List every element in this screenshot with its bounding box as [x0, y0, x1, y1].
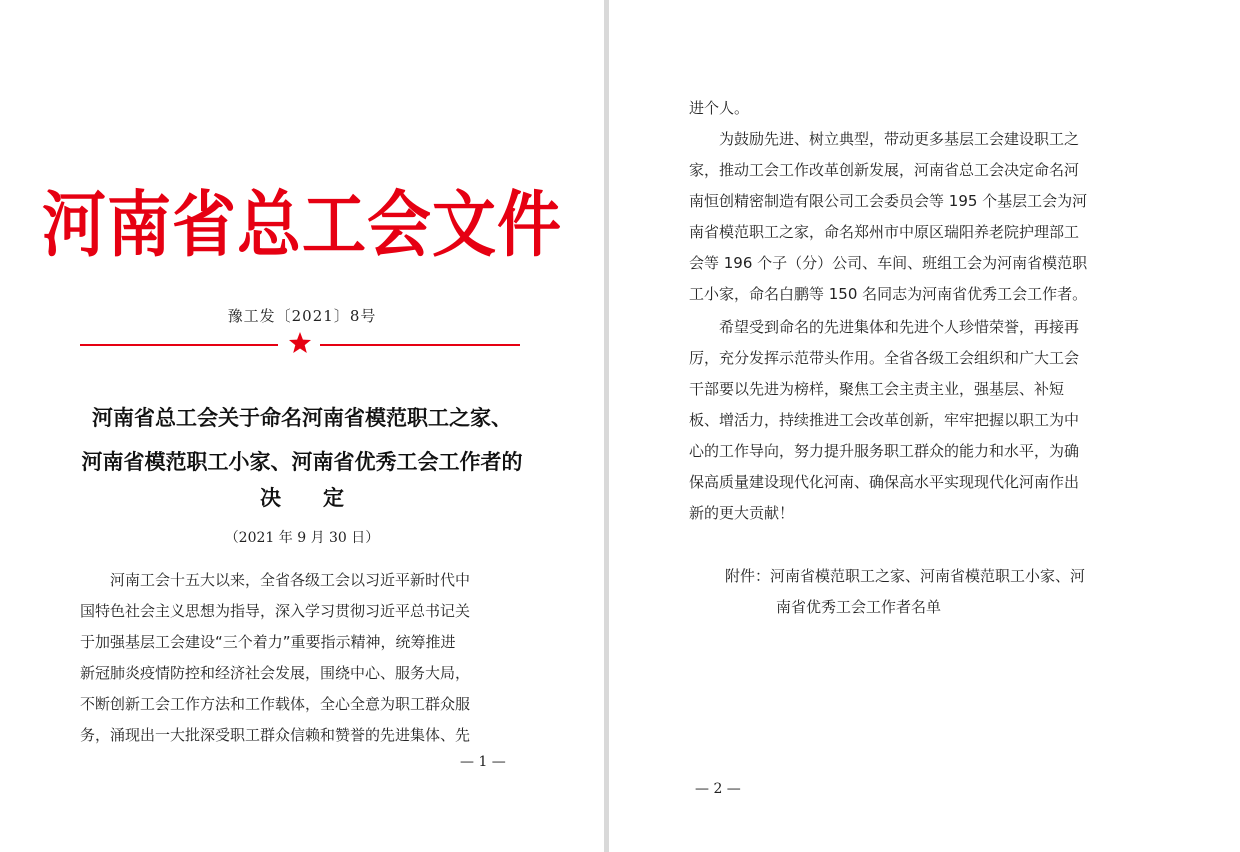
- body-text-line: 心的工作导向，努力提升服务职工群众的能力和水平，为确: [689, 442, 1080, 460]
- document-page-1: [0, 0, 604, 852]
- body-text-line: 于加强基层工会建设“三个着力”重要指示精神，统筹推进: [80, 633, 456, 651]
- page-number: — 1 —: [460, 754, 506, 770]
- document-title-line-3: 决 定: [260, 485, 344, 510]
- body-text-line: 新的更大贡献！: [689, 504, 795, 522]
- document-date: （2021 年 9 月 30 日）: [224, 530, 380, 546]
- red-divider-left: [80, 344, 278, 346]
- attachment-line: 附件：河南省模范职工之家、河南省模范职工小家、河: [725, 567, 1086, 585]
- document-title-line-2: 河南省模范职工小家、河南省优秀工会工作者的: [81, 449, 523, 474]
- document-title-line-1: 河南省总工会关于命名河南省模范职工之家、: [92, 405, 512, 430]
- body-text-line: 厉，充分发挥示范带头作用。全省各级工会组织和广大工会: [689, 349, 1080, 367]
- body-text-line: 不断创新工会工作方法和工作载体，全心全意为职工群众服: [80, 695, 471, 713]
- body-text-line: 南恒创精密制造有限公司工会委员会等 195 个基层工会为河: [689, 192, 1088, 210]
- page-number: — 2 —: [695, 781, 741, 797]
- body-text-line: 河南工会十五大以来，全省各级工会以习近平新时代中: [110, 571, 471, 589]
- body-text-line: 希望受到命名的先进集体和先进个人珍惜荣誉，再接再: [719, 318, 1080, 336]
- body-text-line: 南省模范职工之家，命名郑州市中原区瑞阳养老院护理部工: [689, 223, 1080, 241]
- document-page-2: [609, 0, 1240, 852]
- attachment-line: 南省优秀工会工作者名单: [776, 598, 942, 616]
- red-divider-right: [320, 344, 520, 346]
- body-text-line: 为鼓励先进、树立典型，带动更多基层工会建设职工之: [719, 130, 1080, 148]
- body-text-line: 会等 196 个子（分）公司、车间、班组工会为河南省模范职: [689, 254, 1088, 272]
- red-star-icon: [288, 331, 312, 355]
- body-text-line: 国特色社会主义思想为指导，深入学习贯彻习近平总书记关: [80, 602, 471, 620]
- document-headline: 河南省总工会文件: [42, 183, 562, 268]
- body-text-line: 家，推动工会工作改革创新发展，河南省总工会决定命名河: [689, 161, 1080, 179]
- body-text-line: 务，涌现出一大批深受职工群众信赖和赞誉的先进集体、先: [80, 726, 471, 744]
- body-text-line: 干部要以先进为榜样，聚焦工会主责主业，强基层、补短: [689, 380, 1065, 398]
- body-text-line: 进个人。: [689, 99, 750, 117]
- document-number: 豫工发〔2021〕8号: [227, 307, 377, 325]
- body-text-line: 工小家，命名白鹏等 150 名同志为河南省优秀工会工作者。: [689, 285, 1088, 303]
- body-text-line: 保高质量建设现代化河南、确保高水平实现现代化河南作出: [689, 473, 1080, 491]
- body-text-line: 板、增活力，持续推进工会改革创新，牢牢把握以职工为中: [689, 411, 1080, 429]
- body-text-line: 新冠肺炎疫情防控和经济社会发展，围绕中心、服务大局，: [80, 664, 471, 682]
